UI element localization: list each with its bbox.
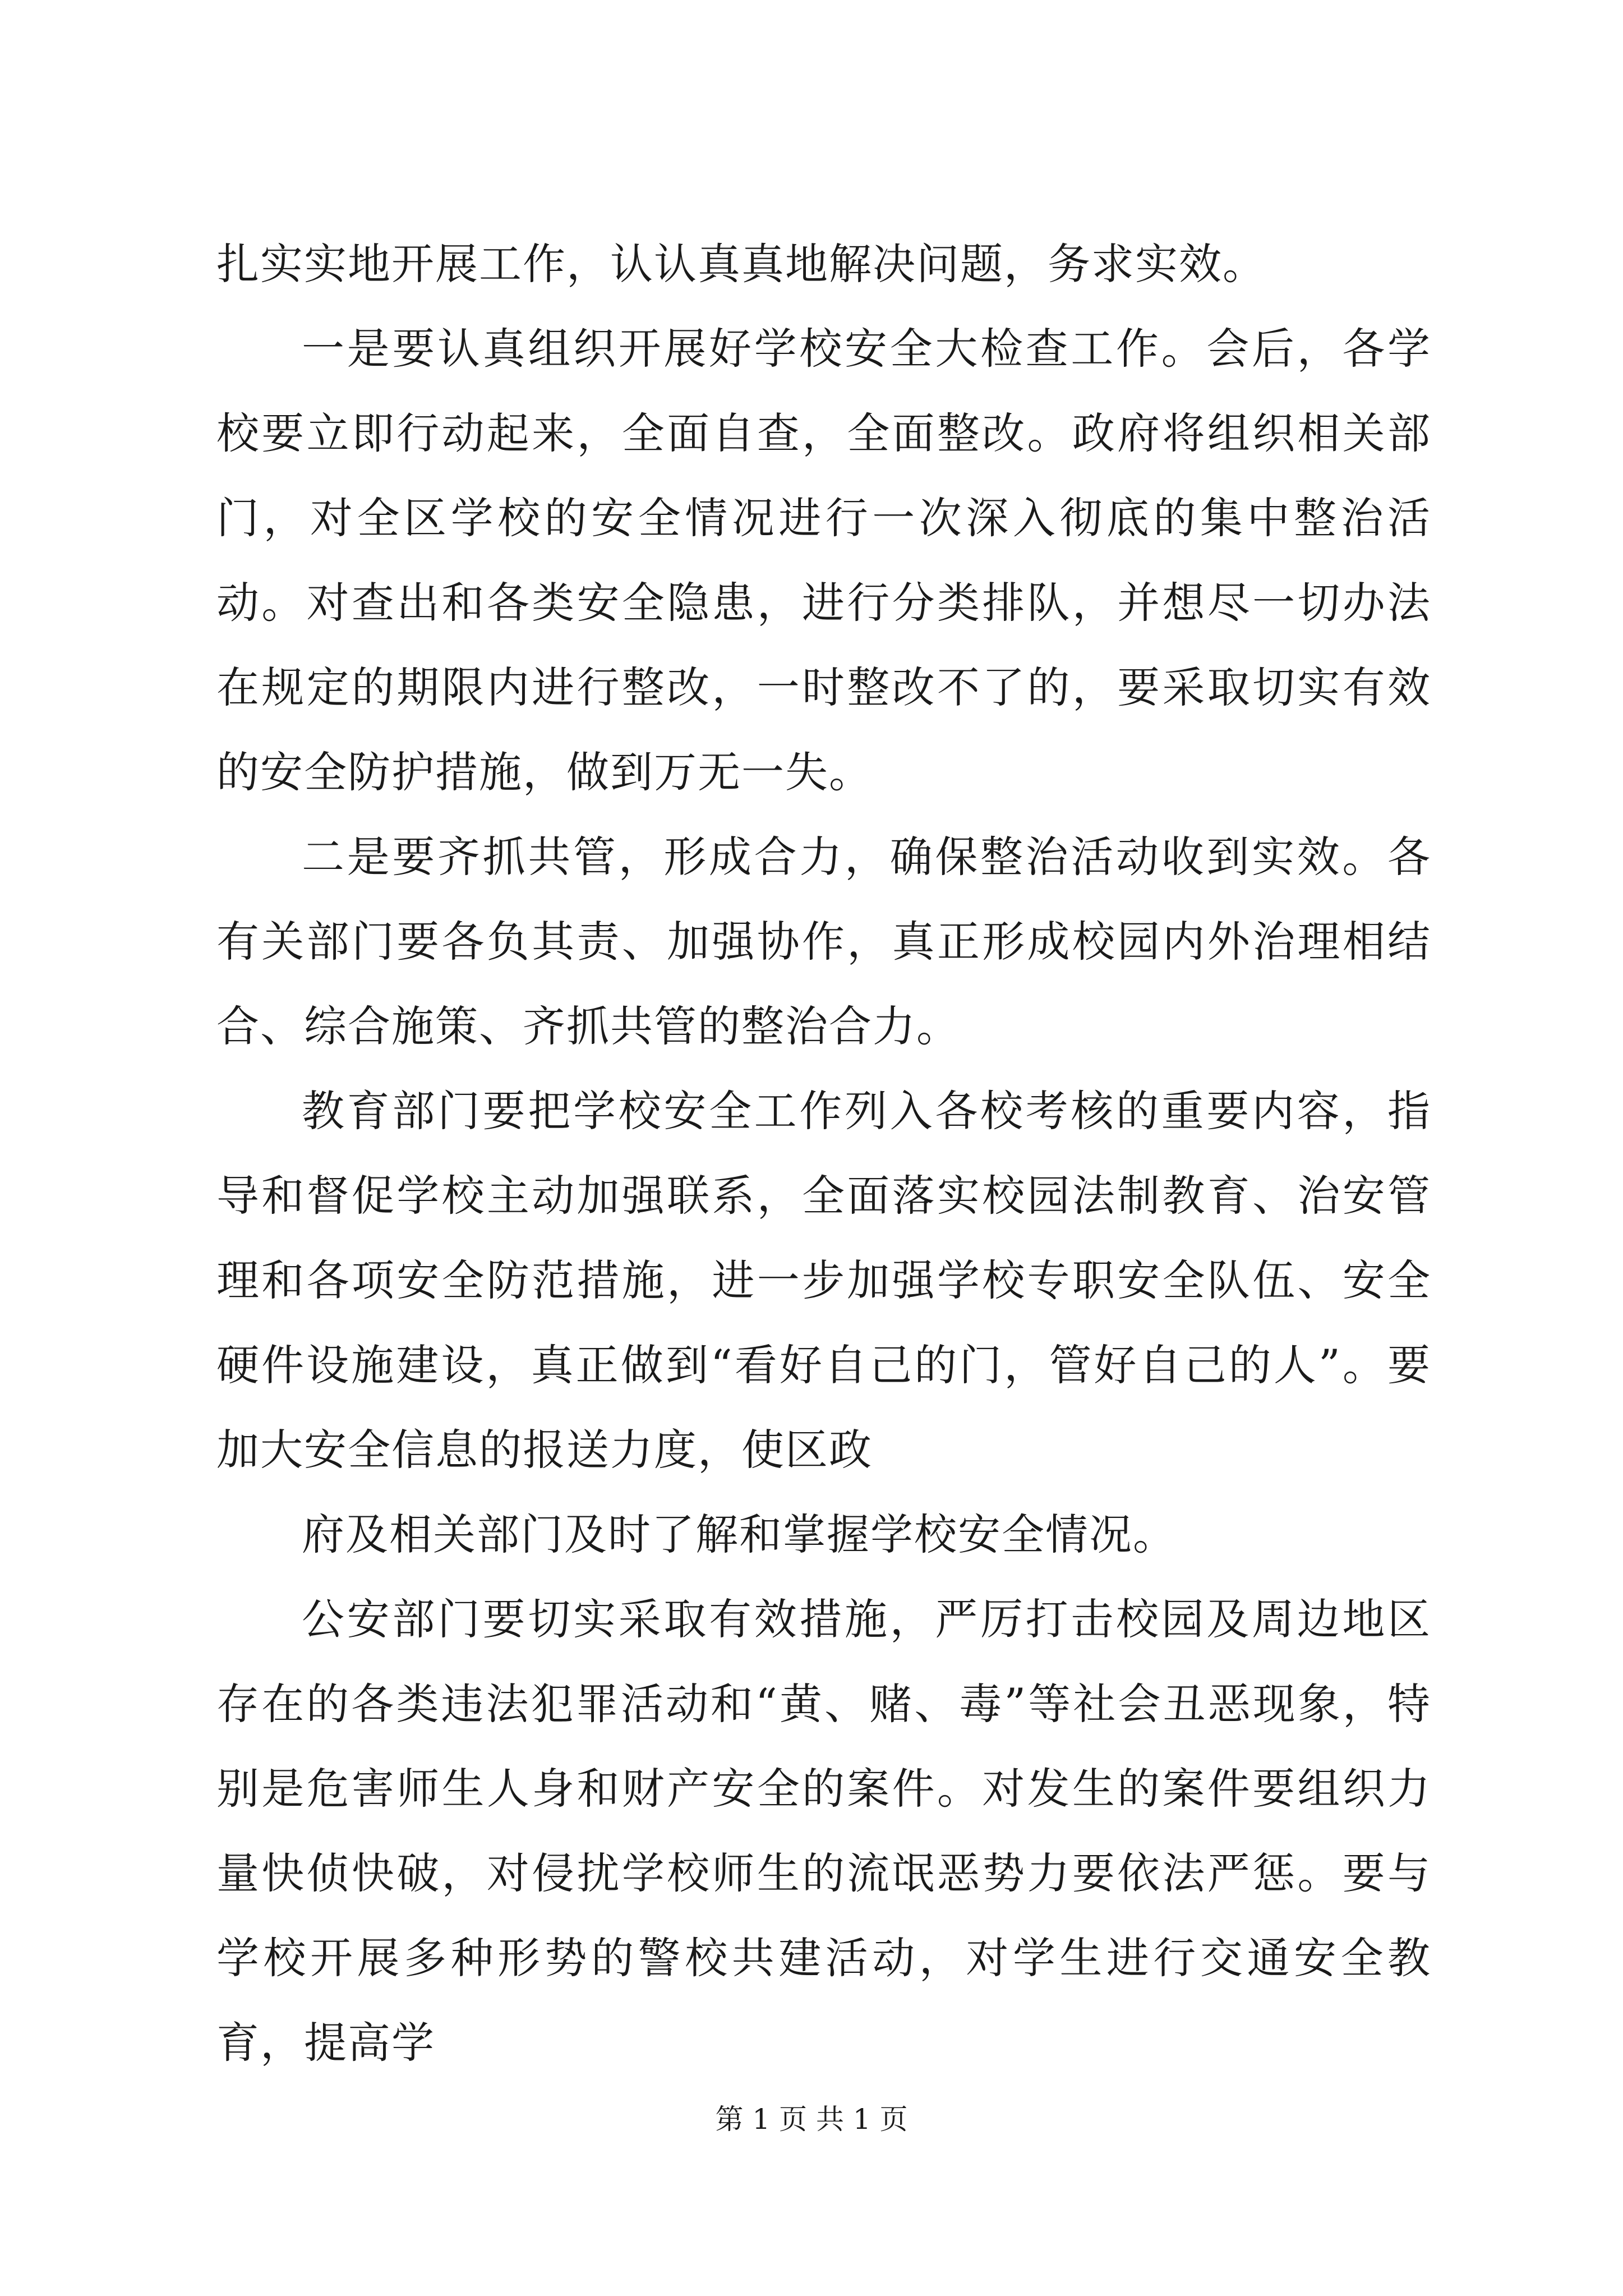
paragraph-public-security: 公安部门要切实采取有效措施，严厉打击校园及周边地区存在的各类违法犯罪活动和“黄、赌、毒”等社会丑恶现象，特别是危害师生人身和财产安全的案件。对发生的案件要组织力量快侦快破，对侵扰学校师生的流氓恶势力要依法严惩。要与学校开展多种形势的警校共建活动，对学生进行交通安全教育，提高学	[216, 1594, 1431, 2068]
paragraph-joint-management: 二是要齐抓共管，形成合力，确保整治活动收到实效。各有关部门要各负其责、加强协作，真正形成校园内外治理相结合、综合施策、齐抓共管的整治合力。	[216, 832, 1431, 1051]
paragraph-continuation: 扎实实地开展工作，认认真真地解决问题，务求实效。	[216, 239, 1266, 289]
page-footer: 第 1 页 共 1 页	[715, 2103, 908, 2136]
document-body	[216, 222, 1431, 2085]
paragraph-education-department: 教育部门要把学校安全工作列入各校考核的重要内容，指导和督促学校主动加强联系，全面落实校园法制教育、治安管理和各项安全防范措施，进一步加强学校专职安全队伍、安全硬件设施建设，真正做到“看好自己的门，管好自己的人”。要加大安全信息的报送力度，使区政	[216, 1086, 1431, 1475]
paragraph-government-info: 府及相关部门及时了解和掌握学校安全情况。	[302, 1510, 1177, 1559]
paragraph-safety-inspection: 一是要认真组织开展好学校安全大检查工作。会后，各学校要立即行动起来，全面自查，全面整改。政府将组织相关部门，对全区学校的安全情况进行一次深入彻底的集中整治活动。对查出和各类安全隐患，进行分类排队，并想尽一切办法在规定的期限内进行整改，一时整改不了的，要采取切实有效的安全防护措施，做到万无一失。	[216, 324, 1431, 797]
